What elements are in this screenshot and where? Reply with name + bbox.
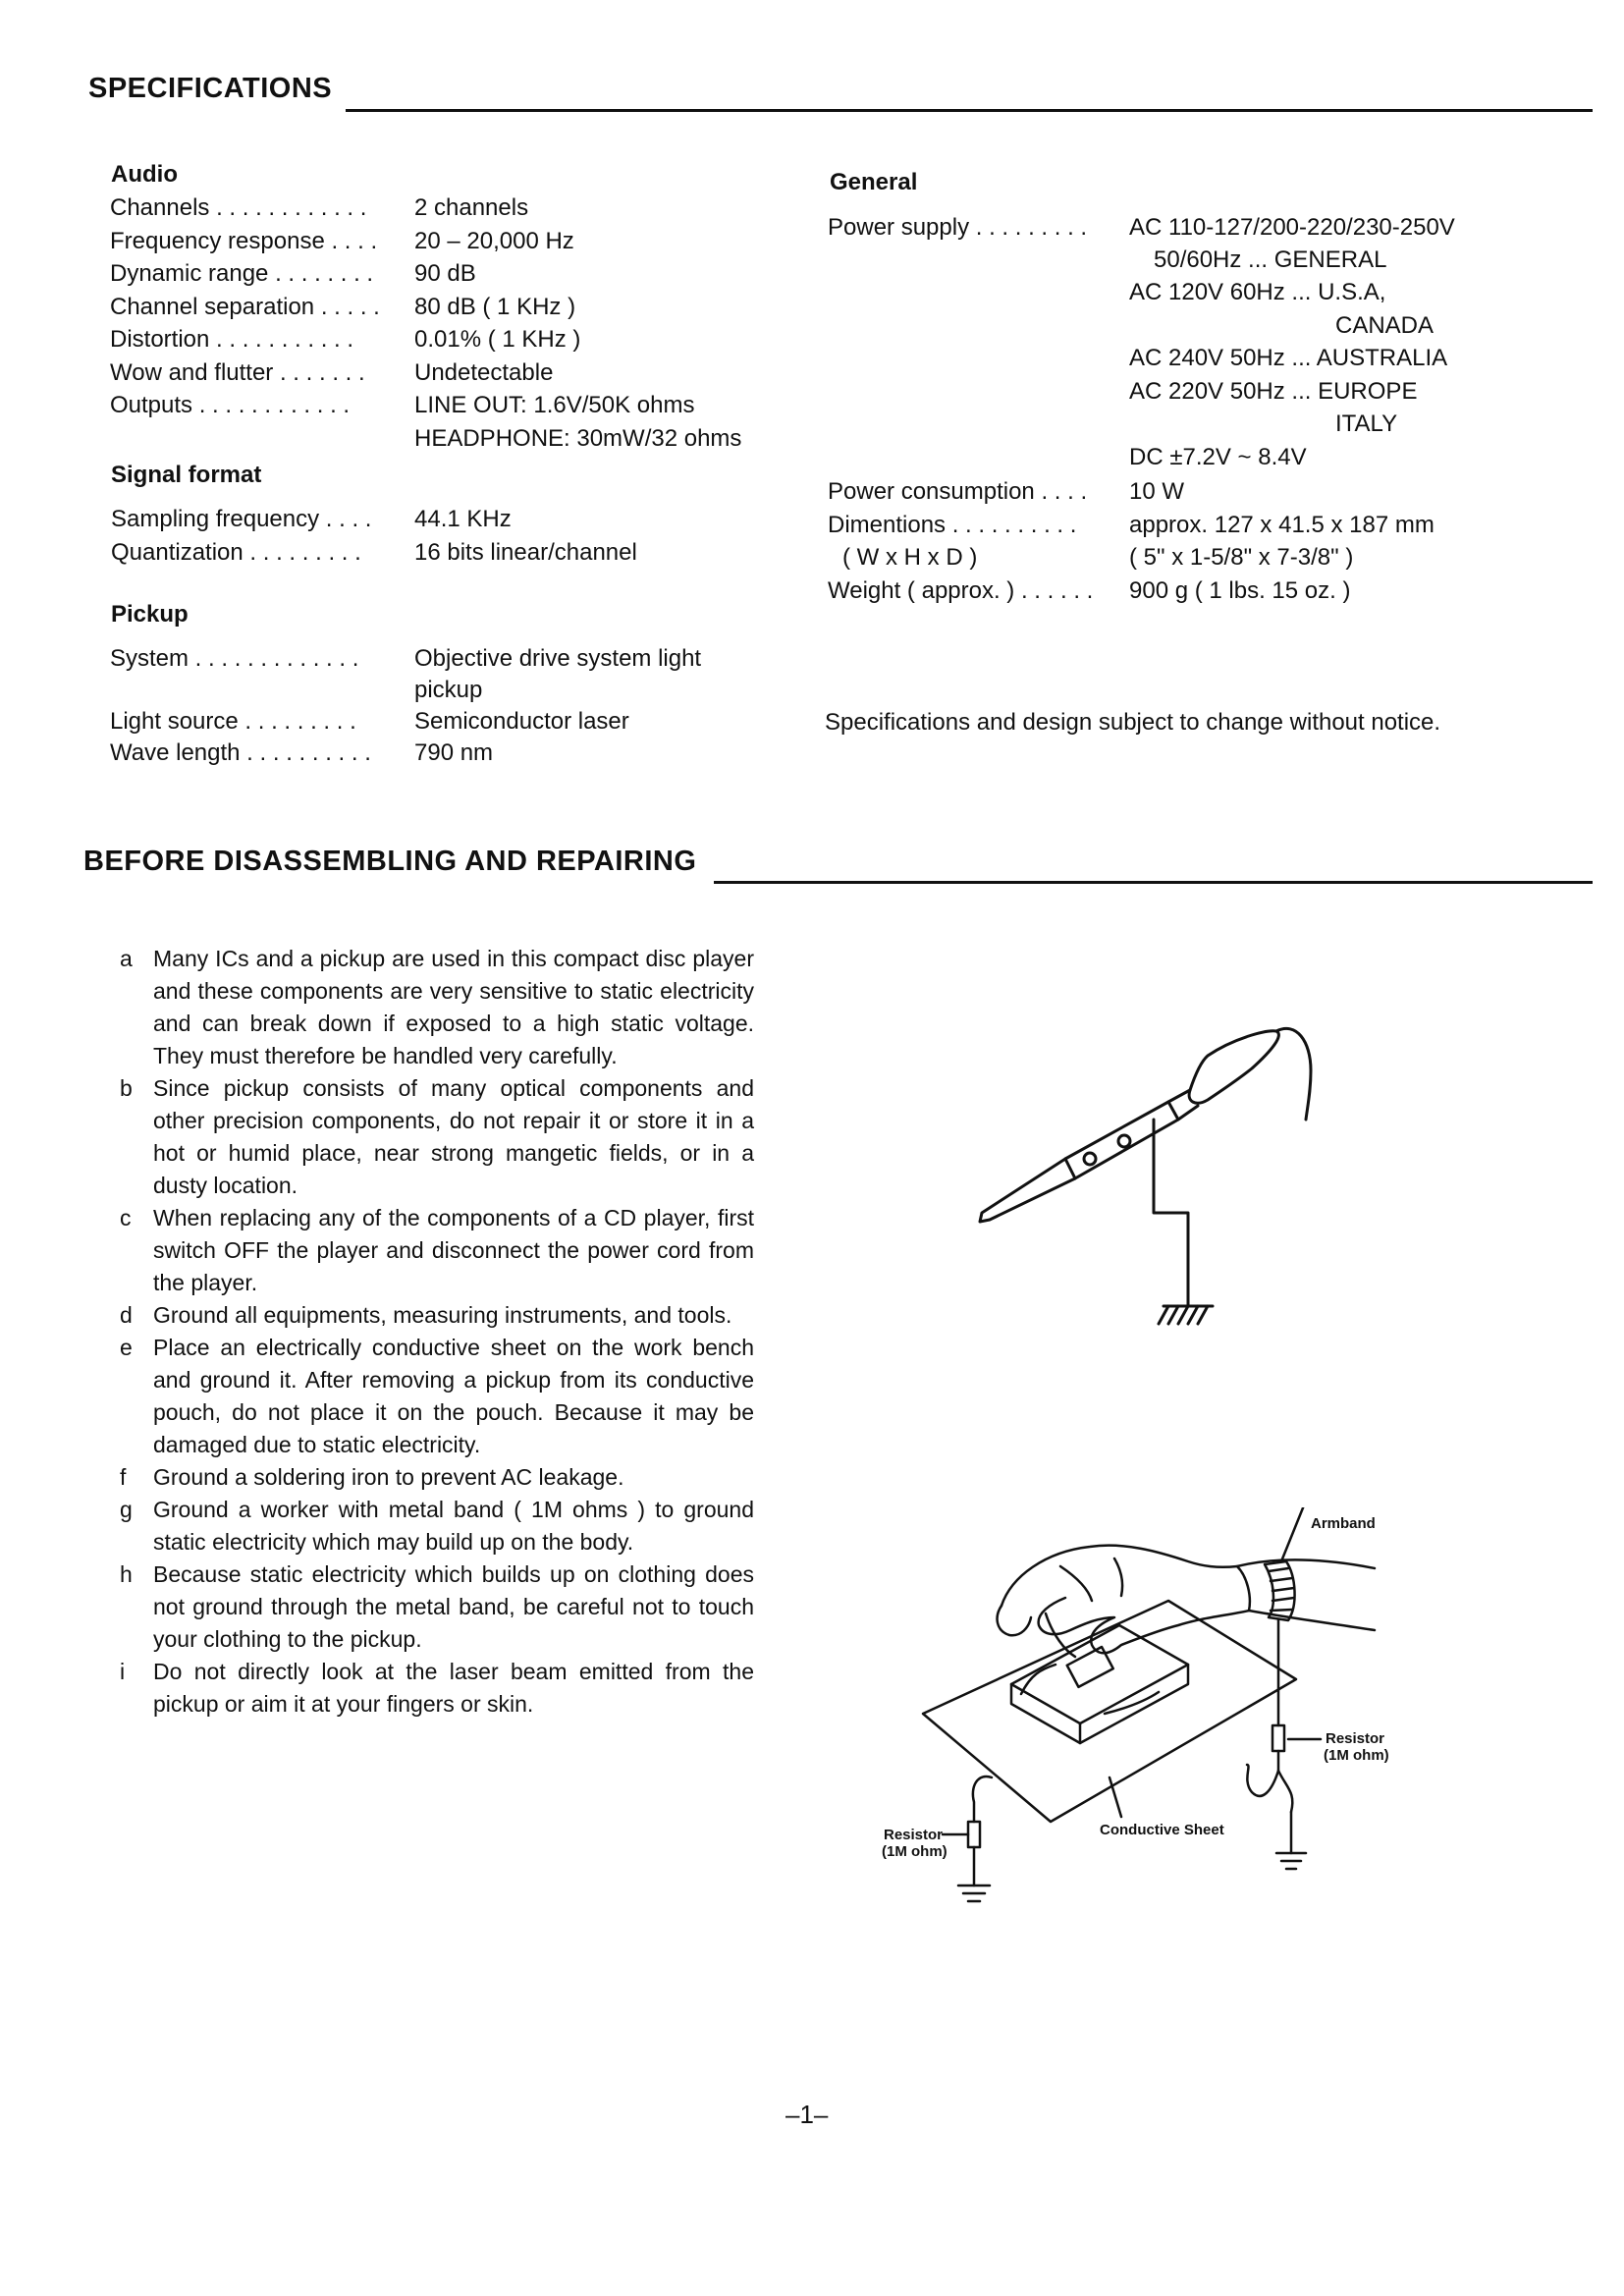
spec-label: Sampling frequency . . . .: [111, 506, 372, 532]
spec-row: [110, 194, 529, 222]
list-item: g Ground a worker with metal band ( 1M ohms ) to ground static electricity which may build up on the body.: [120, 1497, 754, 1555]
before-repair-rule: [714, 881, 1593, 884]
spec-value: Objective drive system light: [414, 645, 702, 672]
spec-value: 900 g ( 1 lbs. 15 oz. ): [1129, 577, 1351, 604]
iron-tip: [980, 1159, 1075, 1222]
spec-value: 80 dB ( 1 KHz ): [414, 293, 576, 320]
list-item: h Because static electricity which builds up on clothing does not ground through the metal band, be careful not to touch your clothing to the pickup.: [120, 1561, 754, 1652]
spec-row: [110, 645, 702, 673]
spec-label: Outputs . . . . . . . . . . . .: [110, 392, 351, 418]
spec-row: [111, 506, 512, 533]
spec-label: Channel separation . . . . .: [110, 293, 380, 320]
signal-format-heading: Signal format: [111, 462, 262, 488]
spec-value: AC 220V 50Hz ... EUROPE: [1129, 378, 1418, 405]
spec-value: DC ±7.2V ~ 8.4V: [1129, 444, 1307, 470]
specifications-notice: Specifications and design subject to change without notice.: [825, 709, 1441, 736]
spec-label: Weight ( approx. ) . . . . . .: [828, 577, 1094, 604]
resistor-left-label: Resistor: [884, 1827, 944, 1843]
resistor-left: [968, 1822, 980, 1847]
resistor-left-value: (1M ohm): [882, 1843, 947, 1860]
iron-shaft: [1065, 1102, 1178, 1178]
armband-label: Armband: [1311, 1515, 1376, 1532]
spec-row: [111, 538, 637, 567]
spec-value: 2 channels: [414, 194, 529, 221]
worker-hand: [1001, 1546, 1250, 1654]
spec-label: Channels . . . . . . . . . . . .: [110, 194, 367, 221]
list-item: f Ground a soldering iron to prevent AC leakage.: [120, 1464, 624, 1490]
spec-row: [110, 739, 494, 767]
spec-value: Undetectable: [414, 358, 554, 386]
spec-value: AC 110-127/200-220/230-250V: [1129, 214, 1455, 241]
spec-label: Quantization . . . . . . . . .: [111, 538, 361, 566]
spec-label: Frequency response . . . .: [110, 227, 378, 254]
spec-value: 44.1 KHz: [414, 506, 512, 532]
spec-row: [110, 293, 576, 321]
specifications-title: SPECIFICATIONS: [88, 73, 333, 104]
spec-value: ITALY: [1335, 410, 1398, 437]
spec-row: [110, 227, 574, 255]
ground-wire: [1154, 1120, 1188, 1306]
specifications-rule: [346, 109, 1593, 112]
spec-value: 10 W: [1129, 478, 1185, 505]
before-repair-title: BEFORE DISASSEMBLING AND REPAIRING: [83, 846, 697, 877]
spec-value: 90 dB: [414, 260, 476, 287]
spec-label: Power supply . . . . . . . . .: [828, 214, 1088, 241]
spec-label: Light source . . . . . . . . .: [110, 708, 356, 735]
spec-value: ( 5" x 1-5/8" x 7-3/8" ): [1129, 544, 1354, 571]
resistor-right-label: Resistor: [1326, 1730, 1385, 1747]
instruction-list: [116, 943, 754, 1721]
resistor-right-value: (1M ohm): [1324, 1747, 1389, 1764]
spec-value: pickup: [414, 677, 483, 703]
spec-value: AC 240V 50Hz ... AUSTRALIA: [1129, 345, 1448, 371]
spec-label: Wow and flutter . . . . . . .: [110, 358, 365, 386]
spec-label: System . . . . . . . . . . . . .: [110, 645, 359, 672]
spec-label: Power consumption . . . .: [828, 478, 1088, 505]
list-item: e Place an electrically conductive sheet on the work bench and ground it. After removing a pickup from its conductive pouch, do not place it on the pouch. Because it may be damaged due to static electricity.: [120, 1335, 754, 1457]
spec-value: 0.01% ( 1 KHz ): [414, 326, 581, 353]
list-item: i Do not directly look at the laser beam emitted from the pickup or aim it at your fingers or skin.: [120, 1659, 754, 1717]
list-item: d Ground all equipments, measuring instruments, and tools.: [120, 1302, 732, 1328]
spec-value: 50/60Hz ... GENERAL: [1154, 246, 1387, 273]
resistor-right: [1272, 1725, 1284, 1751]
conductive-sheet-label: Conductive Sheet: [1100, 1822, 1224, 1838]
spec-label: Distortion . . . . . . . . . . .: [110, 326, 354, 353]
iron-handle: [1189, 1031, 1278, 1103]
grounded-soldering-iron-illustration: [972, 1011, 1384, 1336]
list-item: b Since pickup consists of many optical components and other precision components, do not repair it or store it in a hot or humid place, near strong mangetic fields, or in a dusty location.: [120, 1075, 754, 1198]
spec-value: 16 bits linear/channel: [414, 538, 637, 566]
spec-label: Dynamic range . . . . . . . .: [110, 260, 374, 287]
page-number: –1–: [785, 2100, 829, 2129]
spec-value: 20 – 20,000 Hz: [414, 227, 574, 254]
spec-label: ( W x H x D ): [842, 544, 978, 571]
spec-row: [110, 260, 476, 288]
spec-value: approx. 127 x 41.5 x 187 mm: [1129, 512, 1435, 538]
spec-value: CANADA: [1335, 312, 1435, 339]
spec-value: Semiconductor laser: [414, 708, 629, 735]
power-cord: [1276, 1028, 1311, 1120]
spec-row: [110, 326, 581, 354]
spec-row: [110, 708, 629, 736]
spec-value: LINE OUT: 1.6V/50K ohms: [414, 392, 695, 418]
list-item: c When replacing any of the components of a CD player, first switch OFF the player and disconnect the power cord from the player.: [120, 1205, 754, 1295]
audio-heading: Audio: [111, 161, 178, 188]
spec-row: [110, 392, 695, 419]
list-item: a Many ICs and a pickup are used in this compact disc player and these components are very sensitive to static electricity and can break down if exposed to a high static voltage. They must therefore be handled very carefully.: [120, 946, 754, 1068]
spec-label: Dimentions . . . . . . . . . .: [828, 512, 1077, 538]
pickup-heading: Pickup: [111, 601, 189, 628]
spec-value: AC 120V 60Hz ... U.S.A,: [1129, 279, 1386, 305]
spec-row: [110, 358, 554, 387]
spec-label: Wave length . . . . . . . . . .: [110, 739, 371, 766]
spec-value: 790 nm: [414, 739, 494, 766]
general-heading: General: [830, 169, 918, 195]
spec-value: HEADPHONE: 30mW/32 ohms: [414, 424, 742, 452]
grounded-workbench-illustration: [864, 1507, 1492, 1920]
